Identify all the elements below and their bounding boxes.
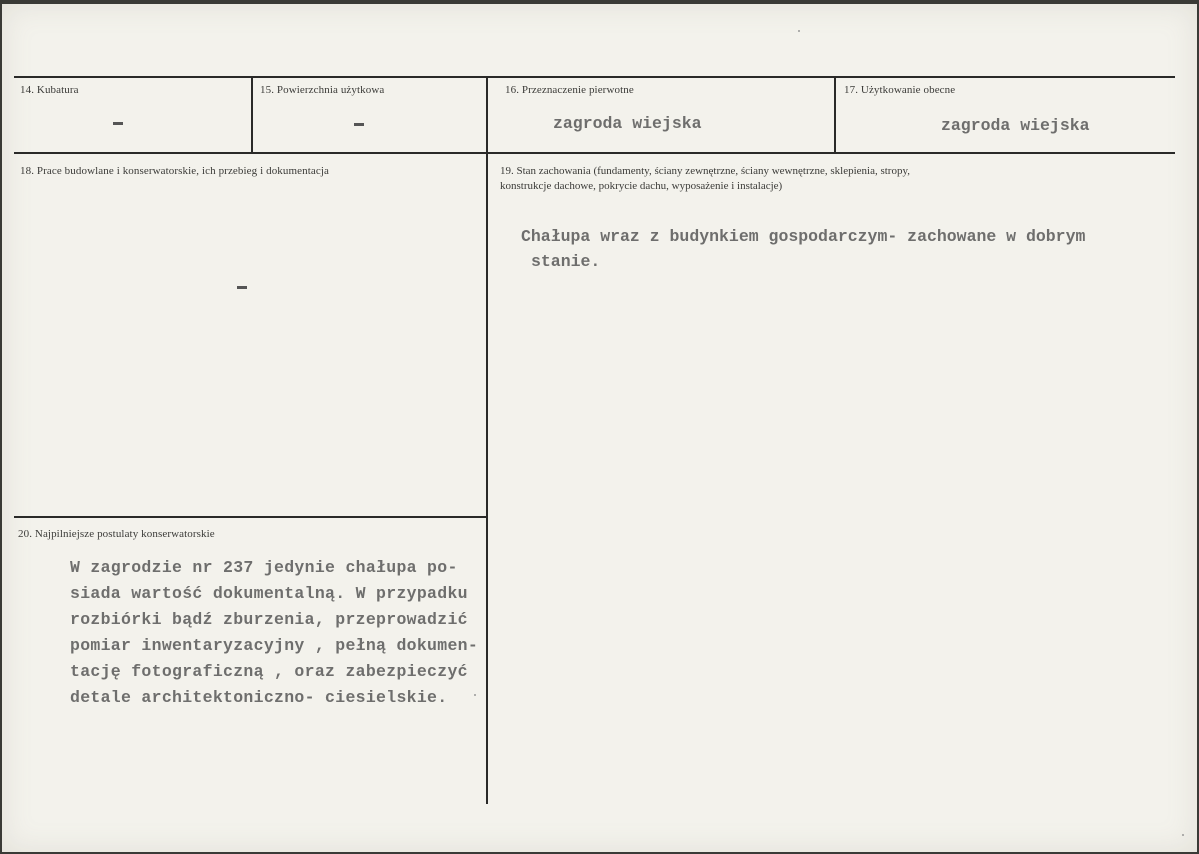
row1-bottom-rule (14, 152, 1175, 154)
field-14-value-dash (113, 122, 123, 125)
col-divider-16-17 (834, 76, 836, 154)
field-17-label: 17. Użytkowanie obecne (844, 84, 956, 96)
field-19-text-line1: Chałupa wraz z budynkiem gospodarczym- zachowane w dobrym (521, 227, 1086, 246)
paper-speck (798, 30, 800, 32)
field-20-line-4: pomiar inwentaryzacyjny , pełną dokumen- (70, 636, 479, 655)
field-20-line-3: rozbiórki bądź zburzenia, przeprowadzić (70, 610, 468, 629)
field-15-value-dash (354, 123, 364, 126)
field-14-label: 14. Kubatura (20, 84, 79, 96)
field-20-line-6: detale architektoniczno- ciesielskie. (70, 688, 448, 707)
field-18-label: 18. Prace budowlane i konserwatorskie, ich przebieg i dokumentacja (20, 165, 329, 177)
field-19-label-line1: 19. Stan zachowania (fundamenty, ściany zewnętrzne, ściany wewnętrzne, sklepienia, stropy, (500, 165, 911, 177)
field-15-label: 15. Powierzchnia użytkowa (260, 84, 385, 96)
field-20-line-5: tację fotograficzną , oraz zabezpieczyć (70, 662, 468, 681)
paper-speck (474, 694, 476, 696)
field-17-value: zagroda wiejska (941, 116, 1090, 135)
col-divider-15-16 (486, 76, 488, 804)
field-18-value-dash (237, 286, 247, 289)
field-19-text-line2: stanie. (531, 252, 601, 271)
top-rule (14, 76, 1175, 78)
paper-speck (1182, 834, 1184, 836)
field-20-line-2: siada wartość dokumentalną. W przypadku (70, 584, 468, 603)
row2-bottom-rule (14, 516, 486, 518)
field-20-label: 20. Najpilniejsze postulaty konserwatorskie (18, 528, 215, 540)
col-divider-14-15 (251, 76, 253, 154)
field-16-value: zagroda wiejska (553, 114, 702, 133)
form-sheet (2, 4, 1197, 852)
field-20-line-1: W zagrodzie nr 237 jedynie chałupa po- (70, 558, 458, 577)
field-16-label: 16. Przeznaczenie pierwotne (505, 84, 634, 96)
field-19-label-line2: konstrukcje dachowe, pokrycie dachu, wyposażenie i instalacje) (500, 180, 783, 192)
